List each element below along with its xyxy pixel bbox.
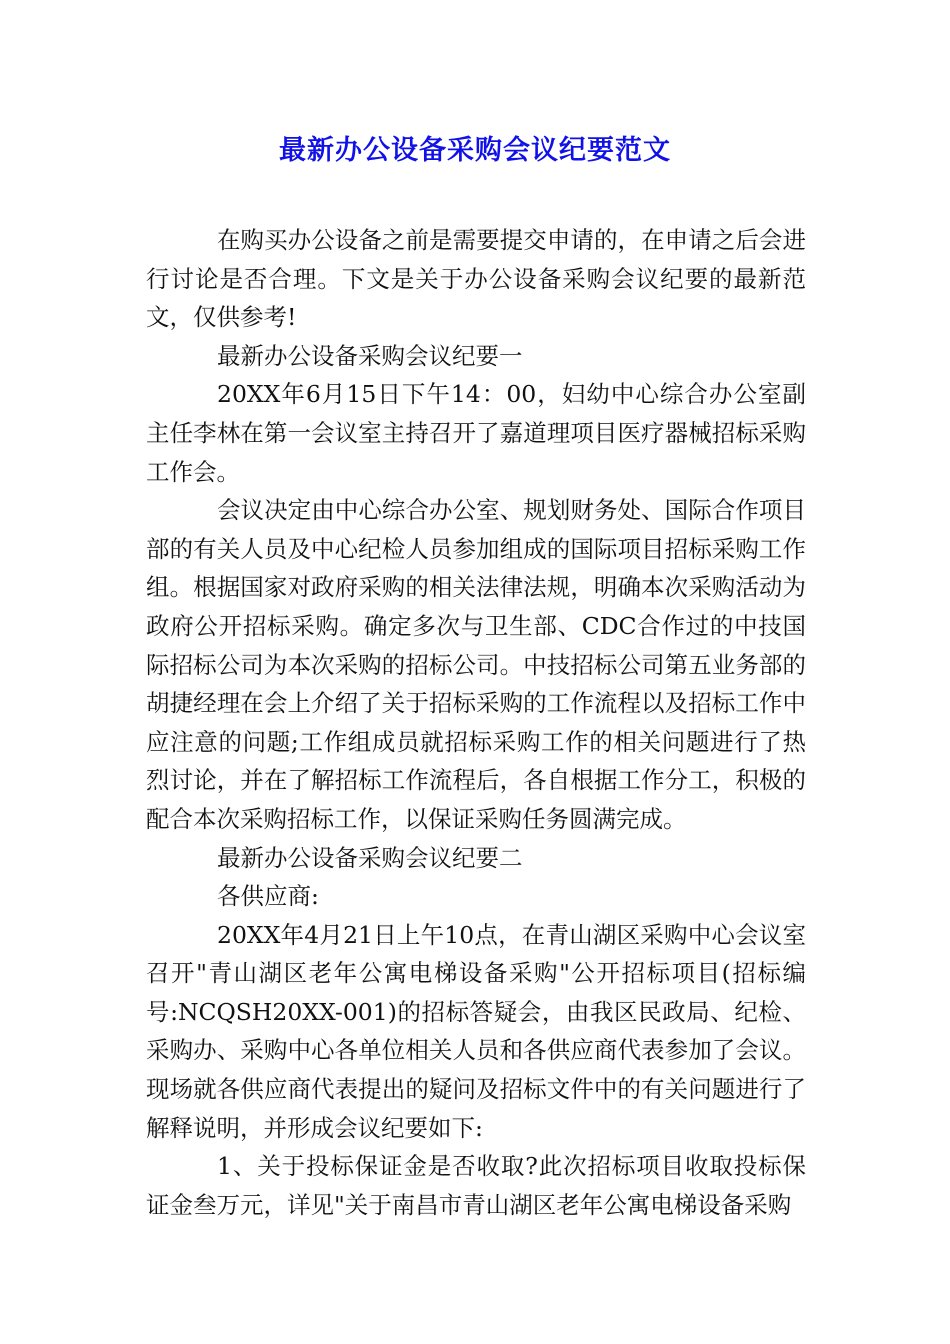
paragraph-item-one: 1、关于投标保证金是否收取?此次招标项目收取投标保证金叁万元，详见"关于南昌市青山湖区老年公寓电梯设备采购 <box>146 1152 806 1219</box>
section-heading-one: 最新办公设备采购会议纪要一 <box>217 341 523 370</box>
paragraph-salutation: 各供应商: <box>217 882 319 911</box>
paragraph-meeting-two-date: 20XX年4月21日上午10点，在青山湖区采购中心会议室召开"青山湖区老年公寓电梯设备采购"公开招标项目(招标编号:NCQSH20XX-001)的招标答疑会，由我区民政局、纪检、采购办、采购中心各单位相关人员和各供应商代表参加了会议。现场就各供应商代表提出的疑问及招标文件中的有关问题进行了解释说明，并形成会议纪要如下: <box>146 920 806 1142</box>
paragraph-meeting-one-date: 20XX年6月15日下午14：00，妇幼中心综合办公室副主任李林在第一会议室主持召开了嘉道理项目医疗器械招标采购工作会。 <box>146 380 806 486</box>
paragraph-intro: 在购买办公设备之前是需要提交申请的，在申请之后会进行讨论是否合理。下文是关于办公设备采购会议纪要的最新范文，仅供参考! <box>146 226 806 332</box>
paragraph-meeting-one-decision: 会议决定由中心综合办公室、规划财务处、国际合作项目部的有关人员及中心纪检人员参加组成的国际项目招标采购工作组。根据国家对政府采购的相关法律法规，明确本次采购活动为政府公开招标采购。确定多次与卫生部、CDC合作过的中技国际招标公司为本次采购的招标公司。中技招标公司第五业务部的胡捷经理在会上介绍了关于招标采购的工作流程以及招标工作中应注意的问题;工作组成员就招标采购工作的相关问题进行了热烈讨论，并在了解招标工作流程后，各自根据工作分工，积极的配合本次采购招标工作，以保证采购任务圆满完成。 <box>146 496 806 833</box>
document-title: 最新办公设备采购会议纪要范文 <box>279 135 671 166</box>
section-heading-two: 最新办公设备采购会议纪要二 <box>217 843 523 872</box>
document-body <box>146 221 806 1224</box>
